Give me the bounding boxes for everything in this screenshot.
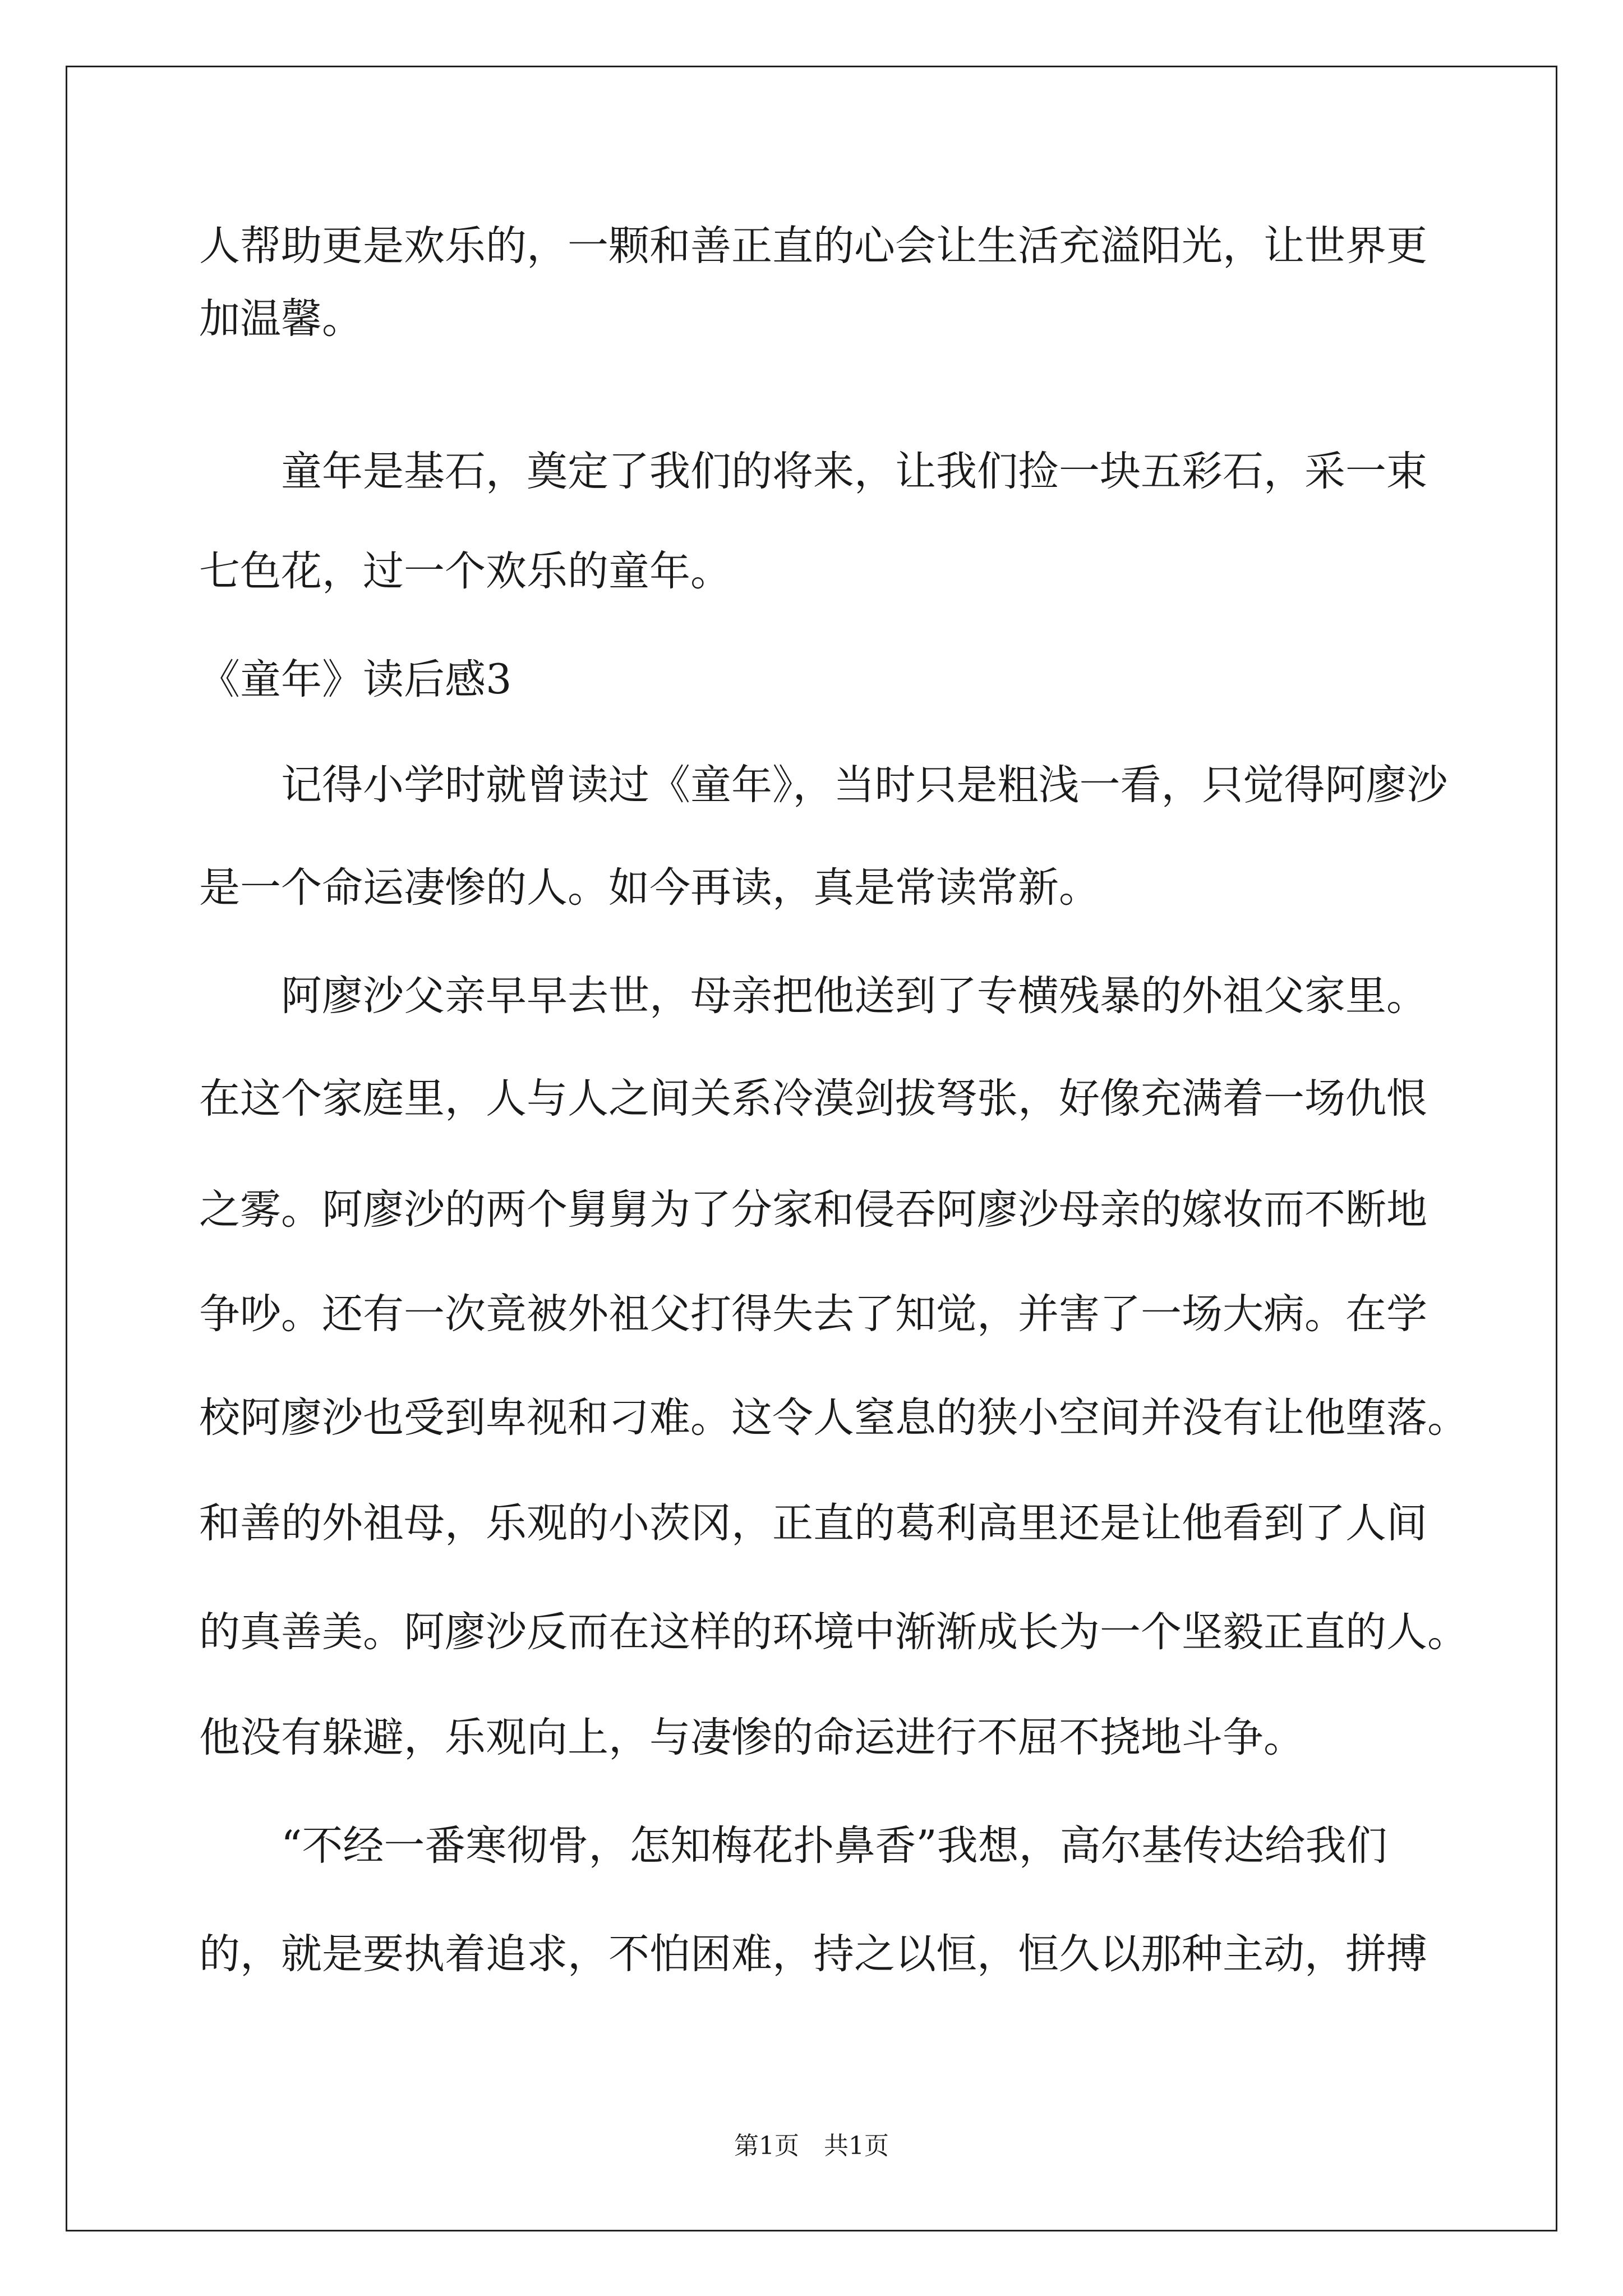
text-line: 之雾。阿廖沙的两个舅舅为了分家和侵吞阿廖沙母亲的嫁妆而不断地	[199, 1186, 1427, 1234]
text-line: 加温馨。	[199, 295, 363, 343]
paragraph-start-line: 童年是基石，奠定了我们的将来，让我们捡一块五彩石，采一束	[281, 448, 1427, 495]
section-heading: 《童年》读后感3	[199, 656, 512, 703]
paragraph-start-line: 阿廖沙父亲早早去世，母亲把他送到了专横残暴的外祖父家里。	[281, 972, 1427, 1020]
current-page-label: 第1页	[734, 2132, 799, 2160]
text-line: 在这个家庭里，人与人之间关系冷漠剑拔弩张，好像充满着一场仇恨	[199, 1075, 1427, 1122]
paragraph-start-line: 记得小学时就曾读过《童年》，当时只是粗浅一看，只觉得阿廖沙	[281, 761, 1448, 809]
text-line: 的，就是要执着追求，不怕困难，持之以恒，恒久以那种主动，拼搏	[199, 1930, 1427, 1978]
text-line: 是一个命运凄惨的人。如今再读，真是常读常新。	[199, 864, 1100, 912]
text-line: 他没有躲避，乐观向上，与凄惨的命运进行不屈不挠地斗争。	[199, 1714, 1304, 1761]
text-line: 七色花，过一个欢乐的童年。	[199, 547, 731, 595]
paragraph-start-line: “不经一番寒彻骨，怎知梅花扑鼻香”我想，高尔基传达给我们	[281, 1822, 1387, 1870]
text-line: 争吵。还有一次竟被外祖父打得失去了知觉，并害了一场大病。在学	[199, 1290, 1427, 1338]
total-pages-label: 共1页	[824, 2132, 889, 2160]
page-border	[66, 66, 1557, 2231]
text-line: 的真善美。阿廖沙反而在这样的环境中渐渐成长为一个坚毅正直的人。	[199, 1608, 1468, 1656]
text-line: 和善的外祖母，乐观的小茨冈，正直的葛利高里还是让他看到了人间	[199, 1499, 1427, 1547]
page-footer	[0, 2129, 1623, 2163]
text-line: 校阿廖沙也受到卑视和刁难。这令人窒息的狭小空间并没有让他堕落。	[199, 1394, 1468, 1442]
text-line: 人帮助更是欢乐的，一颗和善正直的心会让生活充溢阳光，让世界更	[199, 222, 1427, 270]
